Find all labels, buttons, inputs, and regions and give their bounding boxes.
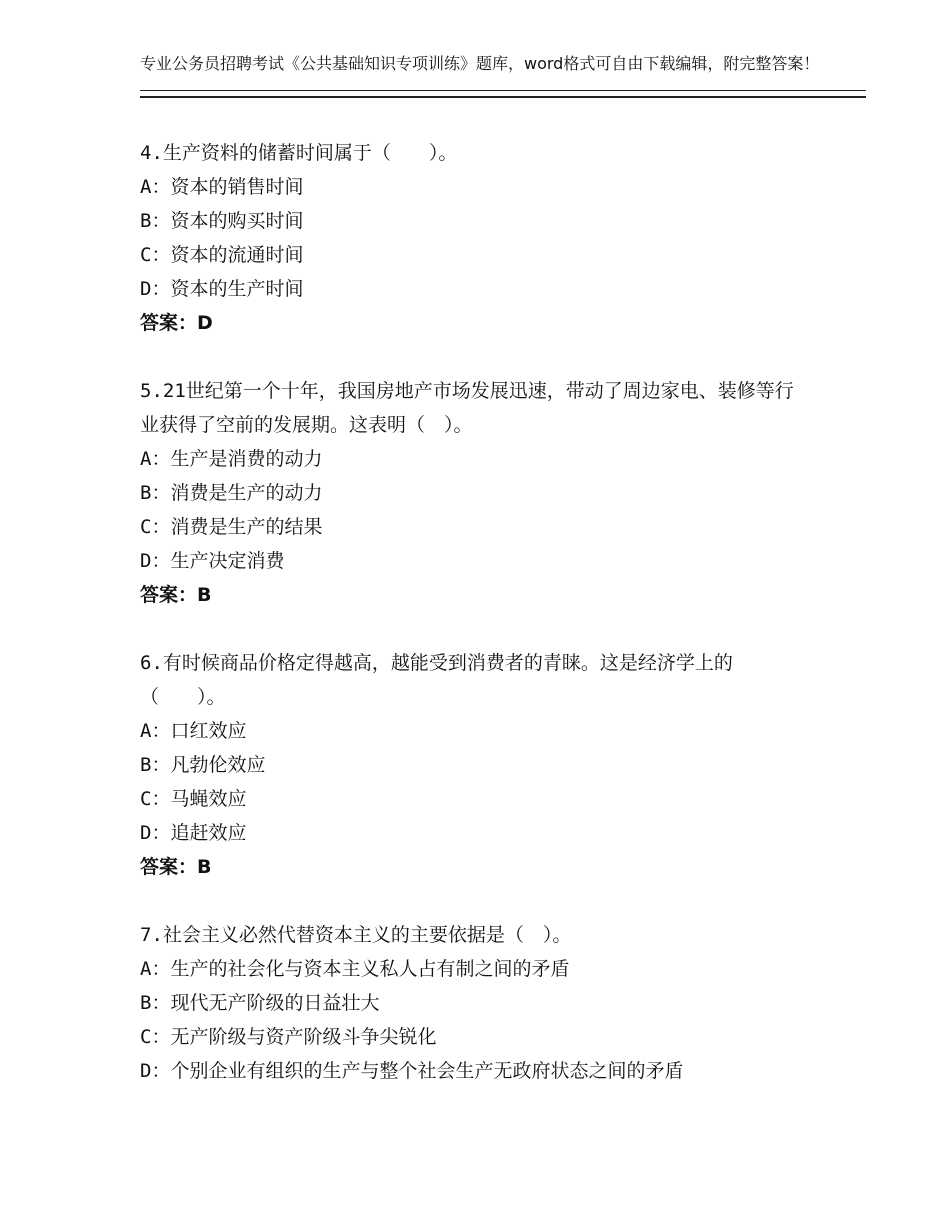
option-d: D：生产决定消费 bbox=[140, 550, 285, 572]
option-c: C：资本的流通时间 bbox=[140, 244, 304, 266]
question-text: 6.有时候商品价格定得越高，越能受到消费者的青睐。这是经济学上的（ ）。 bbox=[140, 652, 733, 708]
answer-label: 答案：B bbox=[140, 856, 212, 878]
option-b: B：资本的购买时间 bbox=[140, 210, 304, 232]
option-c: C：消费是生产的结果 bbox=[140, 516, 323, 538]
option-d: D：追赶效应 bbox=[140, 822, 247, 844]
option-d: D：资本的生产时间 bbox=[140, 278, 304, 300]
answer-label: 答案：D bbox=[140, 312, 213, 334]
question-text: 5.21世纪第一个十年，我国房地产市场发展迅速，带动了周边家电、装修等行业获得了空前的发展期。这表明（ ）。 bbox=[140, 380, 794, 436]
question-6 bbox=[140, 646, 866, 884]
option-b: B：凡勃伦效应 bbox=[140, 754, 266, 776]
option-a: A：生产是消费的动力 bbox=[140, 448, 323, 470]
question-text: 7.社会主义必然代替资本主义的主要依据是（ ）。 bbox=[140, 924, 572, 946]
option-a: A：口红效应 bbox=[140, 720, 247, 742]
option-b: B：消费是生产的动力 bbox=[140, 482, 323, 504]
document-page bbox=[140, 52, 866, 1122]
header-rule bbox=[140, 90, 866, 98]
question-list bbox=[140, 136, 866, 1088]
question-4 bbox=[140, 136, 866, 340]
option-a: A：生产的社会化与资本主义私人占有制之间的矛盾 bbox=[140, 958, 570, 980]
question-7 bbox=[140, 918, 866, 1088]
option-c: C：无产阶级与资产阶级斗争尖锐化 bbox=[140, 1026, 437, 1048]
option-a: A：资本的销售时间 bbox=[140, 176, 304, 198]
document-header: 专业公务员招聘考试《公共基础知识专项训练》题库，word格式可自由下载编辑，附完整答案！ bbox=[140, 54, 820, 73]
question-text: 4.生产资料的储蓄时间属于（ ）。 bbox=[140, 142, 458, 164]
option-d: D：个别企业有组织的生产与整个社会生产无政府状态之间的矛盾 bbox=[140, 1060, 684, 1082]
answer-label: 答案：B bbox=[140, 584, 212, 606]
question-5 bbox=[140, 374, 866, 612]
option-b: B：现代无产阶级的日益壮大 bbox=[140, 992, 380, 1014]
option-c: C：马蝇效应 bbox=[140, 788, 247, 810]
